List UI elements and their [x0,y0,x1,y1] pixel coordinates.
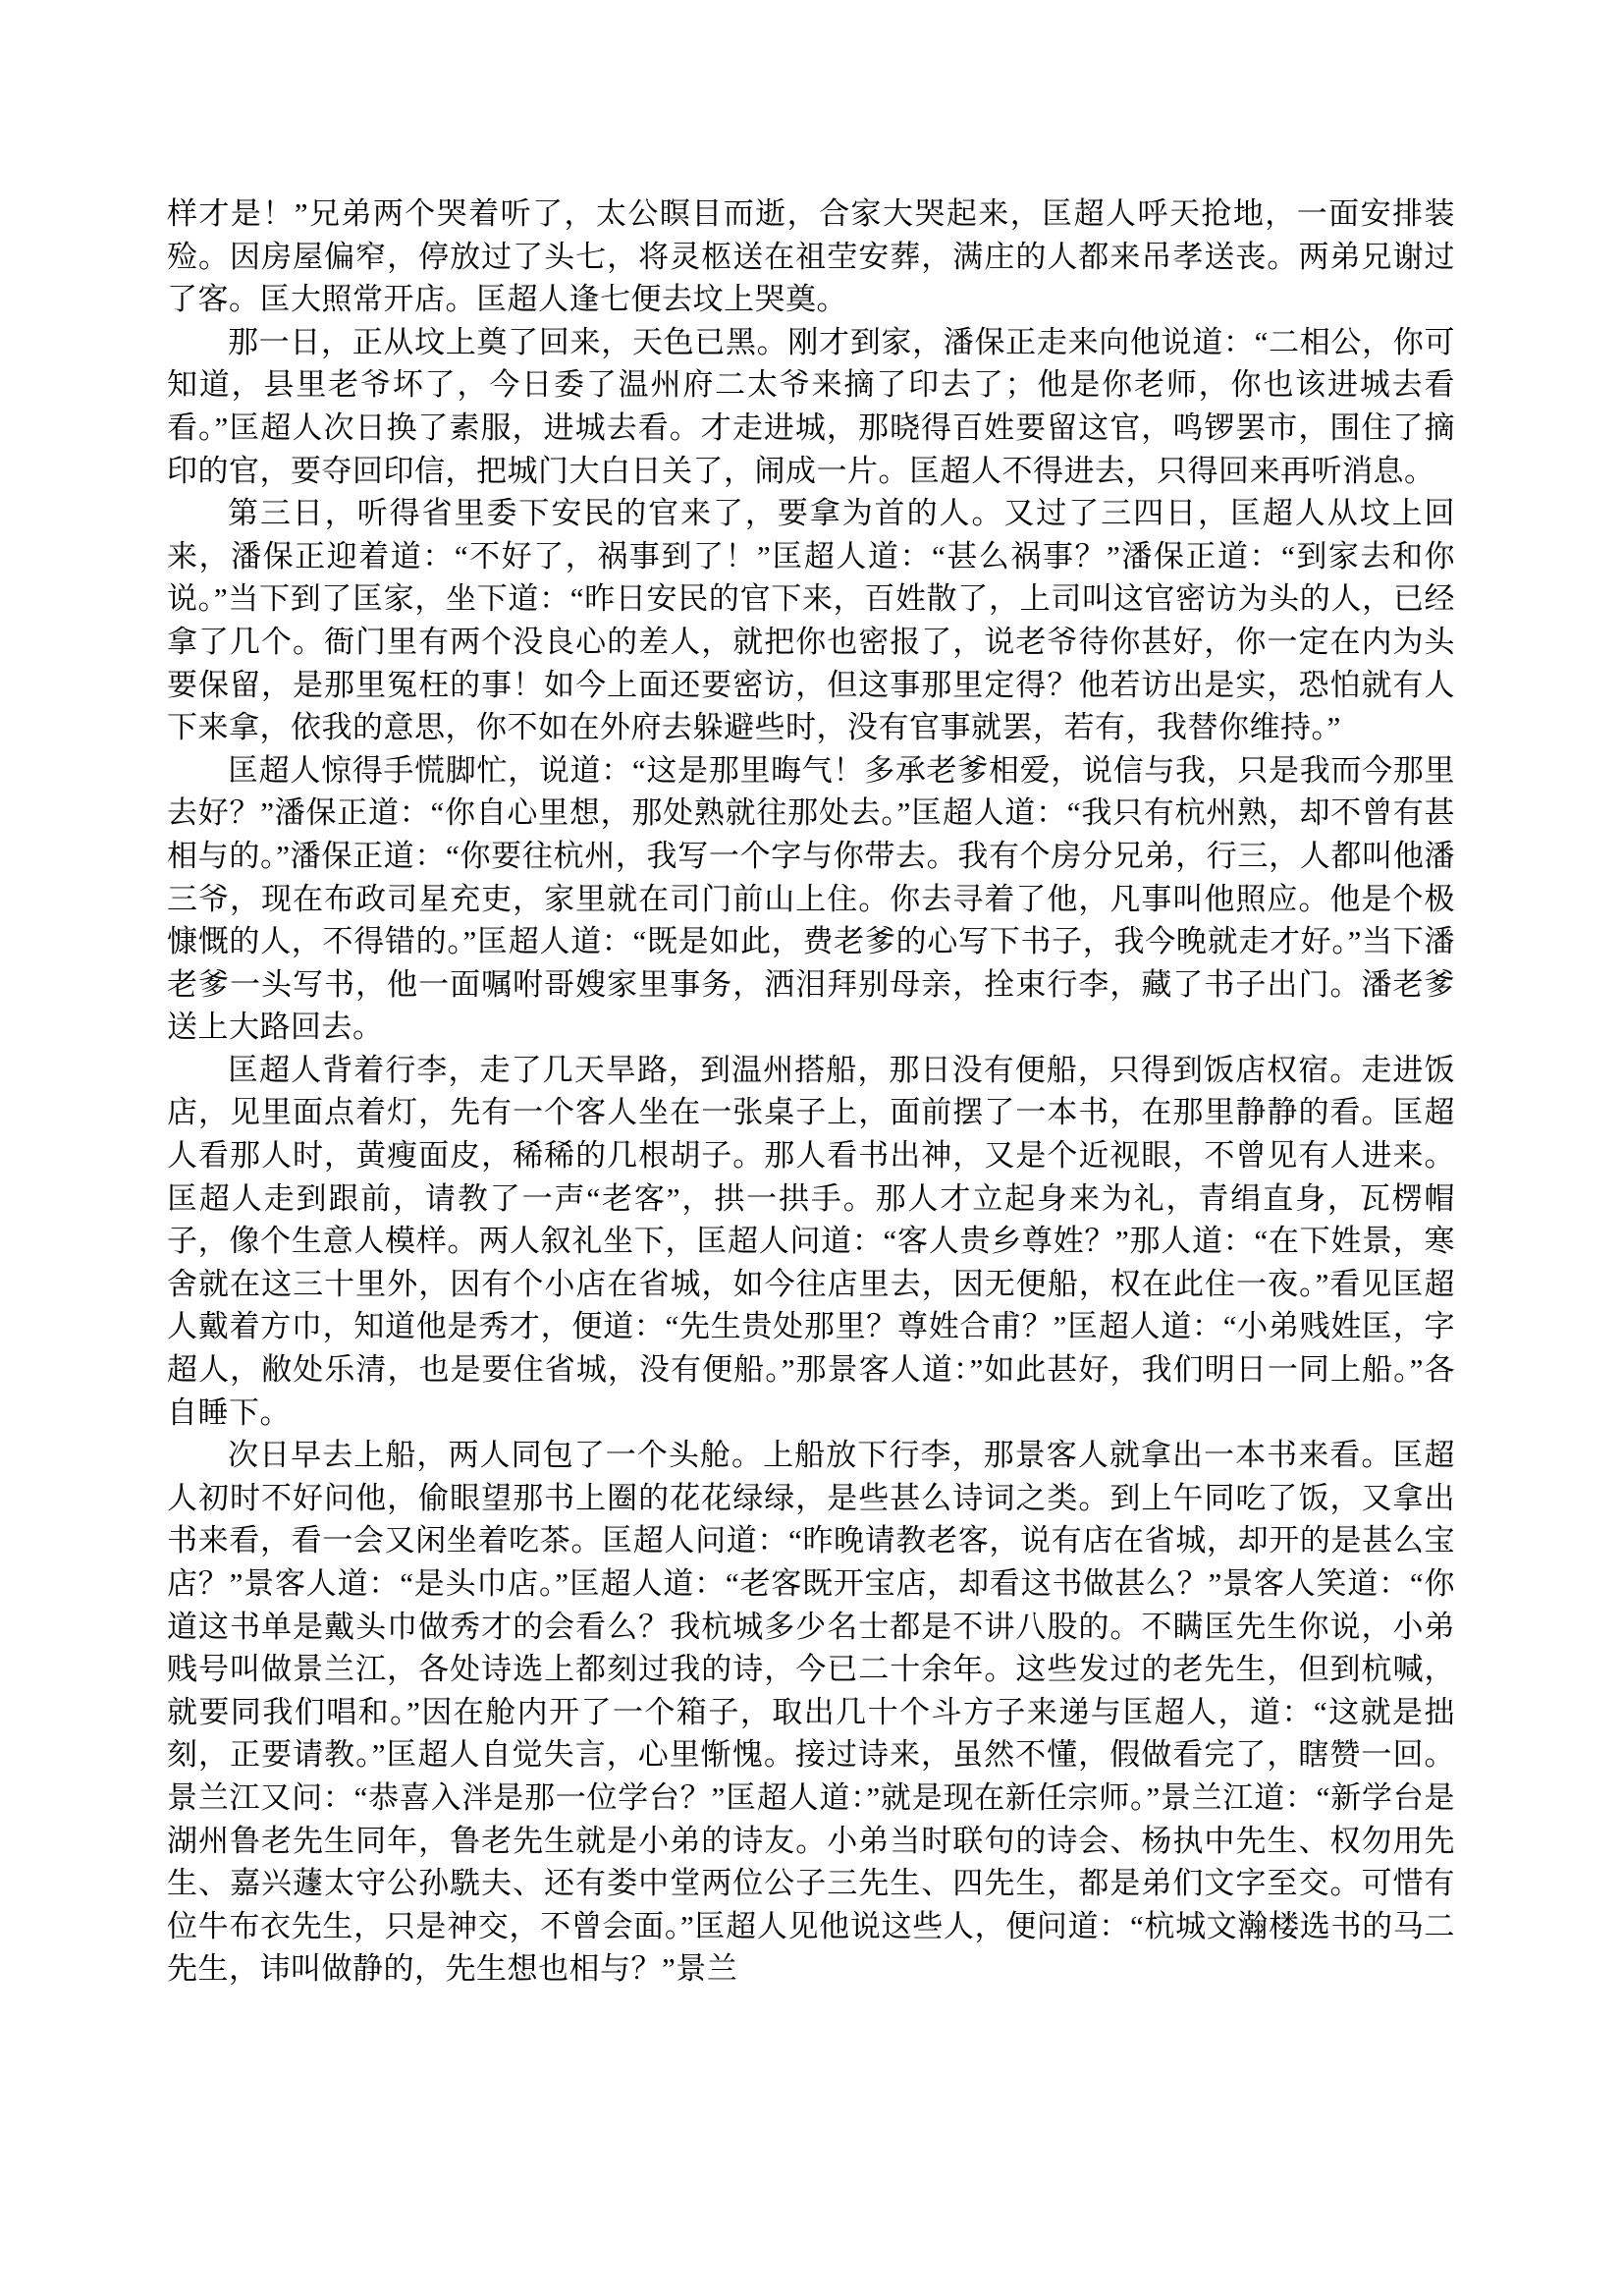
paragraph-continuation: 样才是！”兄弟两个哭着听了，太公瞑目而逝，合家大哭起来，匡超人呼天抢地，一面安排装殓。因房屋偏窄，停放过了头七，将灵柩送在祖茔安葬，满庄的人都来吊孝送丧。两弟兄谢过了客。匡大照常开店。匡超人逢七便去坟上哭奠。 [167,196,1455,317]
paragraph: 次日早去上船，两人同包了一个头舱。上船放下行李，那景客人就拿出一本书来看。匡超人初时不好问他，偷眼望那书上圈的花花绿绿，是些甚么诗词之类。到上午同吃了饭，又拿出书来看，看一会又闲坐着吃茶。匡超人问道：“昨晚请教老客，说有店在省城，却开的是甚么宝店？”景客人道：“是头巾店。”匡超人道：“老客既开宝店，却看这书做甚么？”景客人笑道：“你道这书单是戴头巾做秀才的会看么？我杭城多少名士都是不讲八股的。不瞒匡先生你说，小弟贱号叫做景兰江，各处诗选上都刻过我的诗，今已二十余年。这些发过的老先生，但到杭喊，就要同我们唱和。”因在舱内开了一个箱子，取出几十个斗方子来递与匡超人，道：“这就是拙刻，正要请教。”匡超人自觉失言，心里惭愧。接过诗来，虽然不懂，假做看完了，瞎赞一回。景兰江又问：“恭喜入泮是那一位学台？”匡超人道：”就是现在新任宗师。”景兰江道：“新学台是湖州鲁老先生同年，鲁老先生就是小弟的诗友。小弟当时联句的诗会、杨执中先生、权勿用先生、嘉兴蘧太守公孙駪夫、还有娄中堂两位公子三先生、四先生，都是弟们文字至交。可惜有位牛布衣先生，只是神交，不曾会面。”匡超人见他说这些人，便问道：“杭城文瀚楼选书的马二先生，讳叫做静的，先生想也相与？”景兰 [167,1438,1455,1987]
paragraph: 匡超人背着行李，走了几天旱路，到温州搭船，那日没有便船，只得到饭店权宿。走进饭店，见里面点着灯，先有一个客人坐在一张桌子上，面前摆了一本书，在那里静静的看。匡超人看那人时，黄瘦面皮，稀稀的几根胡子。那人看书出神，又是个近视眼，不曾见有人进来。匡超人走到跟前，请教了一声“老客”，拱一拱手。那人才立起身来为礼，青绢直身，瓦楞帽子，像个生意人模样。两人叙礼坐下，匡超人问道：“客人贵乡尊姓？”那人道：“在下姓景，寒舍就在这三十里外，因有个小店在省城，如今往店里去，因无便船，权在此住一夜。”看见匡超人戴着方巾，知道他是秀才，便道：“先生贵处那里？尊姓合甫？”匡超人道：“小弟贱姓匡，字超人，敝处乐清，也是要住省城，没有便船。”那景客人道：”如此甚好，我们明日一同上船。”各自睡下。 [167,1052,1455,1430]
body-text [167,192,1455,1991]
paragraph: 匡超人惊得手慌脚忙，说道：“这是那里晦气！多承老爹相爱，说信与我，只是我而今那里去好？”潘保正道：“你自心里想，那处熟就往那处去。”匡超人道：“我只有杭州熟，却不曾有甚相与的。”潘保正道：“你要往杭州，我写一个字与你带去。我有个房分兄弟，行三，人都叫他潘三爷，现在布政司星充吏，家里就在司门前山上住。你去寻着了他，凡事叫他照应。他是个极慷慨的人，不得错的。”匡超人道：“既是如此，费老爹的心写下书子，我今晚就走才好。”当下潘老爹一头写书，他一面嘱咐哥嫂家里事务，洒泪拜别母亲，拴束行李，藏了书子出门。潘老爹送上大路回去。 [167,752,1455,1045]
paragraph: 那一日，正从坟上奠了回来，天色已黑。刚才到家，潘保正走来向他说道：“二相公，你可知道，县里老爷坏了，今日委了温州府二太爷来摘了印去了；他是你老师，你也该进城去看看。”匡超人次日换了素服，进城去看。才走进城，那晓得百姓要留这官，鸣锣罢市，围住了摘印的官，要夺回印信，把城门大白日关了，闹成一片。匡超人不得进去，只得回来再听消息。 [167,324,1455,488]
paragraph: 第三日，听得省里委下安民的官来了，要拿为首的人。又过了三四日，匡超人从坟上回来，潘保正迎着道：“不好了，祸事到了！”匡超人道：“甚么祸事？”潘保正道：“到家去和你说。”当下到了匡家，坐下道：“昨日安民的官下来，百姓散了，上司叫这官密访为头的人，已经拿了几个。衙门里有两个没良心的差人，就把你也密报了，说老爷待你甚好，你一定在内为头要保留，是那里冤枉的事！如今上面还要密访，但这事那里定得？他若访出是实，恐怕就有人下来拿，依我的意思，你不如在外府去躲避些时，没有官事就罢，若有，我替你维持。” [167,496,1455,745]
